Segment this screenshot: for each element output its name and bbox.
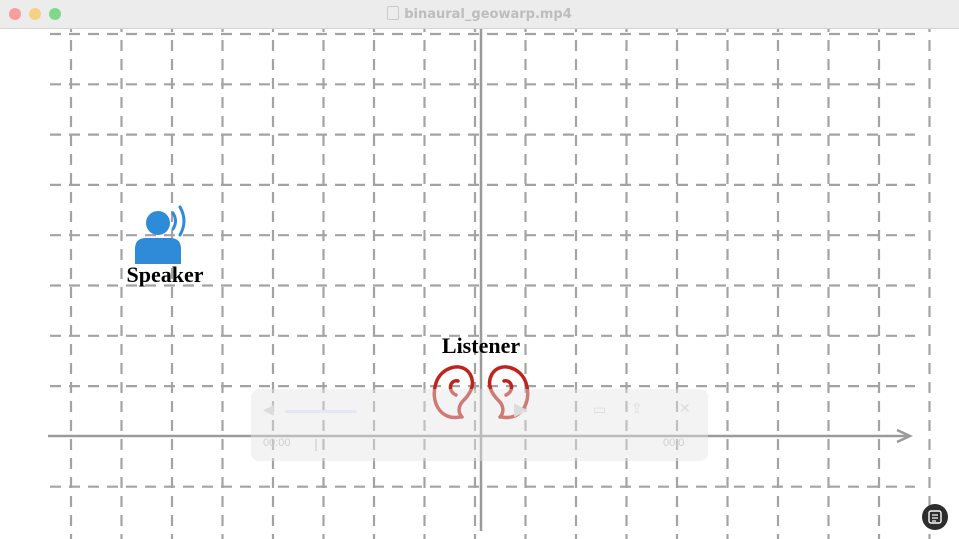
title-bar — [0, 0, 959, 29]
airplay-icon[interactable]: ▭ — [593, 401, 607, 417]
video-player-controls — [251, 389, 708, 461]
volume-icon[interactable]: ◀ — [263, 401, 274, 417]
close-icon[interactable]: ✕ — [679, 400, 691, 416]
share-icon[interactable]: ⇪ — [631, 400, 643, 416]
duration-time: 00:0 — [663, 437, 685, 449]
window-title-text: binaural_geowarp.mp4 — [404, 7, 572, 22]
live-text-button[interactable] — [922, 504, 948, 530]
speaker-label: Speaker — [126, 262, 204, 287]
play-icon[interactable]: ▶ — [514, 399, 528, 419]
volume-slider[interactable] — [285, 410, 357, 413]
speaker-person-icon — [135, 207, 184, 264]
video-frame — [0, 29, 959, 539]
playback-scrubber[interactable] — [315, 439, 317, 451]
document-icon — [387, 6, 399, 20]
listener-label: Listener — [441, 333, 521, 358]
window-title — [0, 6, 959, 22]
current-time: 00:00 — [263, 437, 291, 449]
live-text-icon — [922, 504, 948, 530]
